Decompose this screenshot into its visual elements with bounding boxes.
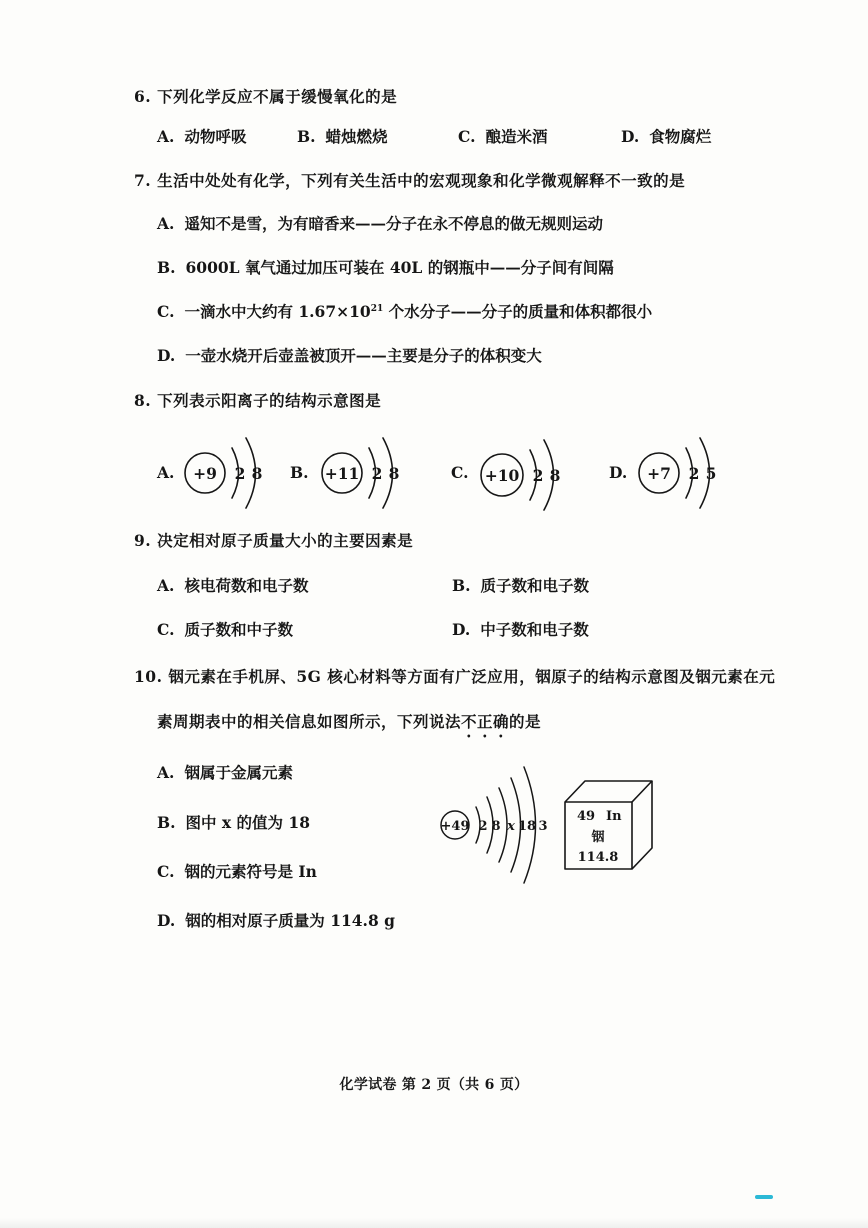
q8-diagrams xyxy=(0,420,868,530)
shell-electrons: 2 xyxy=(532,466,544,485)
q7-option-a[interactable]: A. 遥知不是雪，为有暗香来——分子在永不停息的做无规则运动 xyxy=(157,214,603,233)
exponent: 21 xyxy=(370,304,384,314)
question-number: 10. xyxy=(134,667,163,686)
question-7-stem xyxy=(134,171,685,191)
nucleus-charge: +10 xyxy=(484,466,520,485)
emphasized-text: 不正确 xyxy=(461,712,510,731)
option-label: B. xyxy=(290,463,309,482)
question-text: 铟元素在手机屏、5G 核心材料等方面有广泛应用，铟原子的结构示意图及铟元素在元 xyxy=(168,667,776,686)
question-10-stem xyxy=(134,667,775,687)
question-text: 下列化学反应不属于缓慢氧化的是 xyxy=(157,87,398,106)
q6-option-a[interactable]: A. 动物呼吸 xyxy=(157,127,247,146)
q6-option-c[interactable]: C. 酿造米酒 xyxy=(458,127,548,146)
element-card-indium xyxy=(560,775,660,875)
q9-option-d[interactable]: D. 中子数和电子数 xyxy=(452,620,589,639)
q9-option-b[interactable]: B. 质子数和电子数 xyxy=(452,576,590,595)
q10-option-c[interactable]: C. 铟的元素符号是 In xyxy=(157,862,317,881)
q10-option-b[interactable]: B. 图中 x 的值为 18 xyxy=(157,813,310,832)
atomic-number: 49 xyxy=(577,809,596,824)
nucleus-charge: +11 xyxy=(324,464,360,483)
shell-electrons: 2 xyxy=(478,819,488,834)
indium-atom-diagram xyxy=(430,755,560,895)
nucleus-charge: +7 xyxy=(647,464,671,483)
question-text: 下列表示阳离子的结构示意图是 xyxy=(157,391,382,410)
question-text: 决定相对原子质量大小的主要因素是 xyxy=(157,531,414,550)
shell-electrons: 8 xyxy=(251,464,263,483)
nucleus-charge: +9 xyxy=(193,464,217,483)
option-label: D. xyxy=(609,463,628,482)
shell-electrons: 2 xyxy=(234,464,246,483)
q6-option-b[interactable]: B. 蜡烛燃烧 xyxy=(297,127,388,146)
shell-electrons: 5 xyxy=(705,464,717,483)
question-number: 7. xyxy=(134,171,152,190)
q7-option-d[interactable]: D. 一壶水烧开后壶盖被顶开——主要是分子的体积变大 xyxy=(157,346,542,365)
element-card-top xyxy=(565,781,652,802)
question-8-stem xyxy=(134,391,381,411)
shell-electrons: 18 xyxy=(517,819,537,834)
question-number: 8. xyxy=(134,391,152,410)
question-10-stem-line2: 素周期表中的相关信息如图所示，下列说法不正确的是 xyxy=(157,712,542,731)
shell-electrons: 2 xyxy=(371,464,383,483)
element-symbol: In xyxy=(606,809,622,824)
q10-option-d[interactable]: D. 铟的相对原子质量为 114.8 g xyxy=(157,911,395,930)
q10-option-a[interactable]: A. 铟属于金属元素 xyxy=(157,763,293,782)
question-6-stem xyxy=(134,87,397,107)
q9-option-c[interactable]: C. 质子数和中子数 xyxy=(157,620,293,639)
option-label: C. xyxy=(451,463,469,482)
shell-electrons: 8 xyxy=(549,466,561,485)
question-text: 生活中处处有化学，下列有关生活中的宏观现象和化学微观解释不一致的是 xyxy=(157,171,686,190)
scan-edge xyxy=(0,1218,868,1228)
question-9-stem xyxy=(134,531,413,551)
question-number: 6. xyxy=(134,87,152,106)
nucleus-charge: +49 xyxy=(440,819,470,834)
shell-electrons: 8 xyxy=(388,464,400,483)
shell-electrons: 8 xyxy=(491,819,501,834)
q6-option-d[interactable]: D. 食物腐烂 xyxy=(621,127,712,146)
page-footer: 化学试卷 第 2 页（共 6 页） xyxy=(339,1077,529,1093)
shell-electrons: 2 xyxy=(688,464,700,483)
shell-electrons: 3 xyxy=(538,819,548,834)
scan-mark xyxy=(755,1195,773,1199)
option-label: A. xyxy=(157,463,175,482)
element-card-side xyxy=(632,781,652,869)
element-name: 铟 xyxy=(591,830,605,845)
q7-option-c[interactable]: C. 一滴水中大约有 $1.67\times 10^{21}$ 个水分子——分子的质量和体积都很小 xyxy=(157,302,653,321)
shell-electrons-unknown: x xyxy=(507,819,515,834)
atomic-mass: 114.8 xyxy=(577,850,619,865)
question-number: 9. xyxy=(134,531,152,550)
q9-option-a[interactable]: A. 核电荷数和电子数 xyxy=(157,576,309,595)
q7-option-b[interactable]: B. 6000L 氧气通过加压可装在 40L 的钢瓶中——分子间有间隔 xyxy=(157,258,614,277)
